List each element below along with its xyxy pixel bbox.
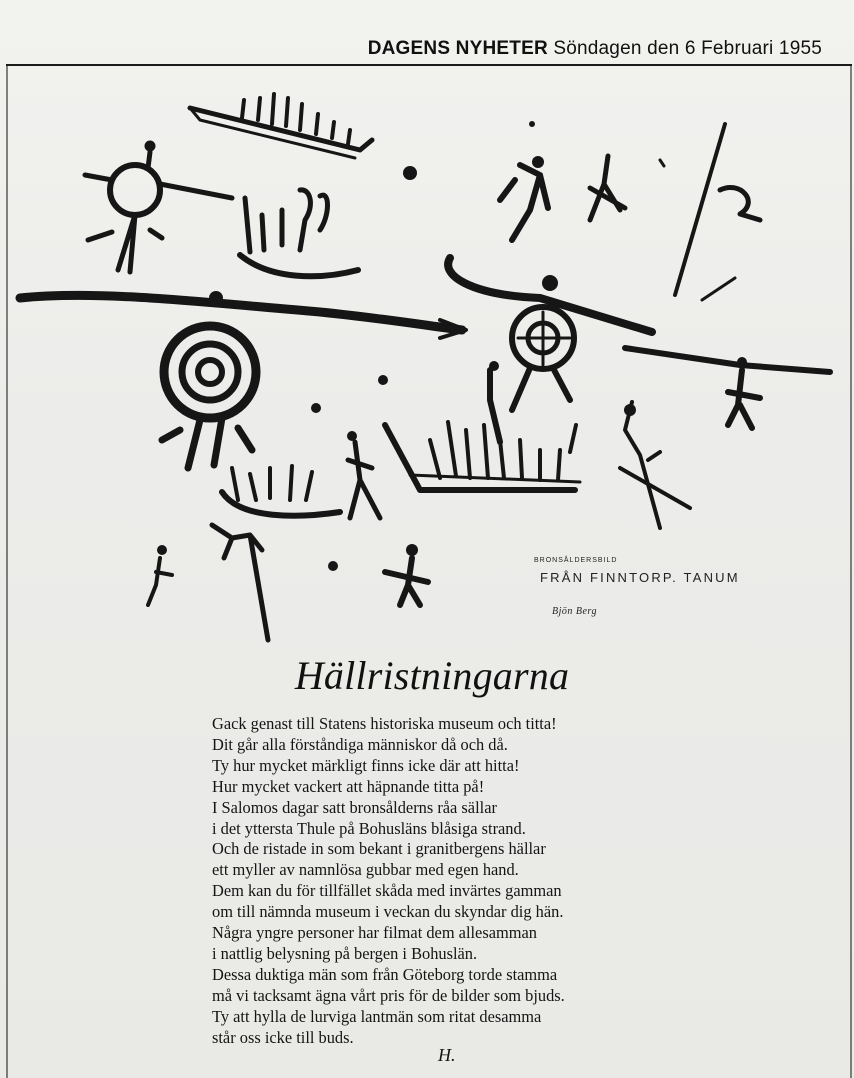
poem-line: Gack genast till Statens historiska museum och titta!: [212, 714, 557, 733]
wheel-man-figure: [448, 258, 652, 410]
poem-line: Ty hur mycket märkligt finns icke där att hitta!: [212, 755, 520, 775]
figure-right: [625, 348, 830, 428]
sun-man-figure: [85, 141, 232, 272]
artist-signature: Bjön Berg: [552, 606, 597, 617]
issue-date: Söndagen den 6 Februari 1955: [553, 38, 822, 59]
poem-body: [212, 714, 672, 1049]
poem-line: Dessa duktiga män som från Göteborg torde stamma: [212, 964, 558, 984]
illustration-caption: FRÅN FINNTORP. TANUM: [540, 570, 740, 585]
poem-line: Dem kan du för tillfället skåda med invärtes gamman: [212, 881, 562, 901]
cupmark: [403, 166, 417, 180]
longboat-carving: [385, 361, 580, 490]
poem-line: Och de ristade in som bekant i granitbergens hällar: [212, 839, 546, 859]
poem-line: må vi tacksamt ägna vårt pris för de bilder som bjuds.: [212, 985, 565, 1005]
poem-line: i nattlig belysning på bergen i Bohuslän.: [212, 943, 478, 963]
newspaper-name: DAGENS NYHETER: [367, 38, 548, 59]
masthead-rule: [6, 64, 852, 66]
poem-line: Dit går alla förståndiga människor då och då.: [212, 734, 508, 754]
poem-line: ett myller av namnlösa gubbar med egen hand.: [212, 860, 519, 880]
figures-top-right: [500, 124, 760, 300]
masthead: [8, 38, 822, 60]
illustration-caption-small: BRONSÅLDERSBILD: [534, 557, 618, 564]
poem-line: Några yngre personer har filmat dem allesamman: [212, 923, 537, 943]
ship-carving-top: [190, 94, 372, 158]
target-man-figure: [162, 291, 256, 468]
poem-line: i det yttersta Thule på Bohusläns blåsiga strand.: [212, 818, 526, 838]
poem-line: Hur mycket vackert att häpnande titta på!: [212, 776, 485, 796]
poem-line: I Salomos dagar satt bronsålderns råa sällar: [212, 797, 497, 817]
poem-line: om till nämnda museum i veckan du skyndar dig hän.: [212, 902, 564, 922]
small-figures-bottom: [148, 402, 690, 640]
poem-line: står oss icke till buds.: [212, 1027, 354, 1047]
author-signature: H.: [438, 1045, 456, 1065]
poem-line: Ty att hylla de lurviga lantmän som ritat desamma: [212, 1006, 542, 1026]
boat-with-figures: [240, 190, 358, 276]
article-title: Hällristningarna: [294, 653, 570, 698]
spear-carving: [20, 295, 466, 338]
